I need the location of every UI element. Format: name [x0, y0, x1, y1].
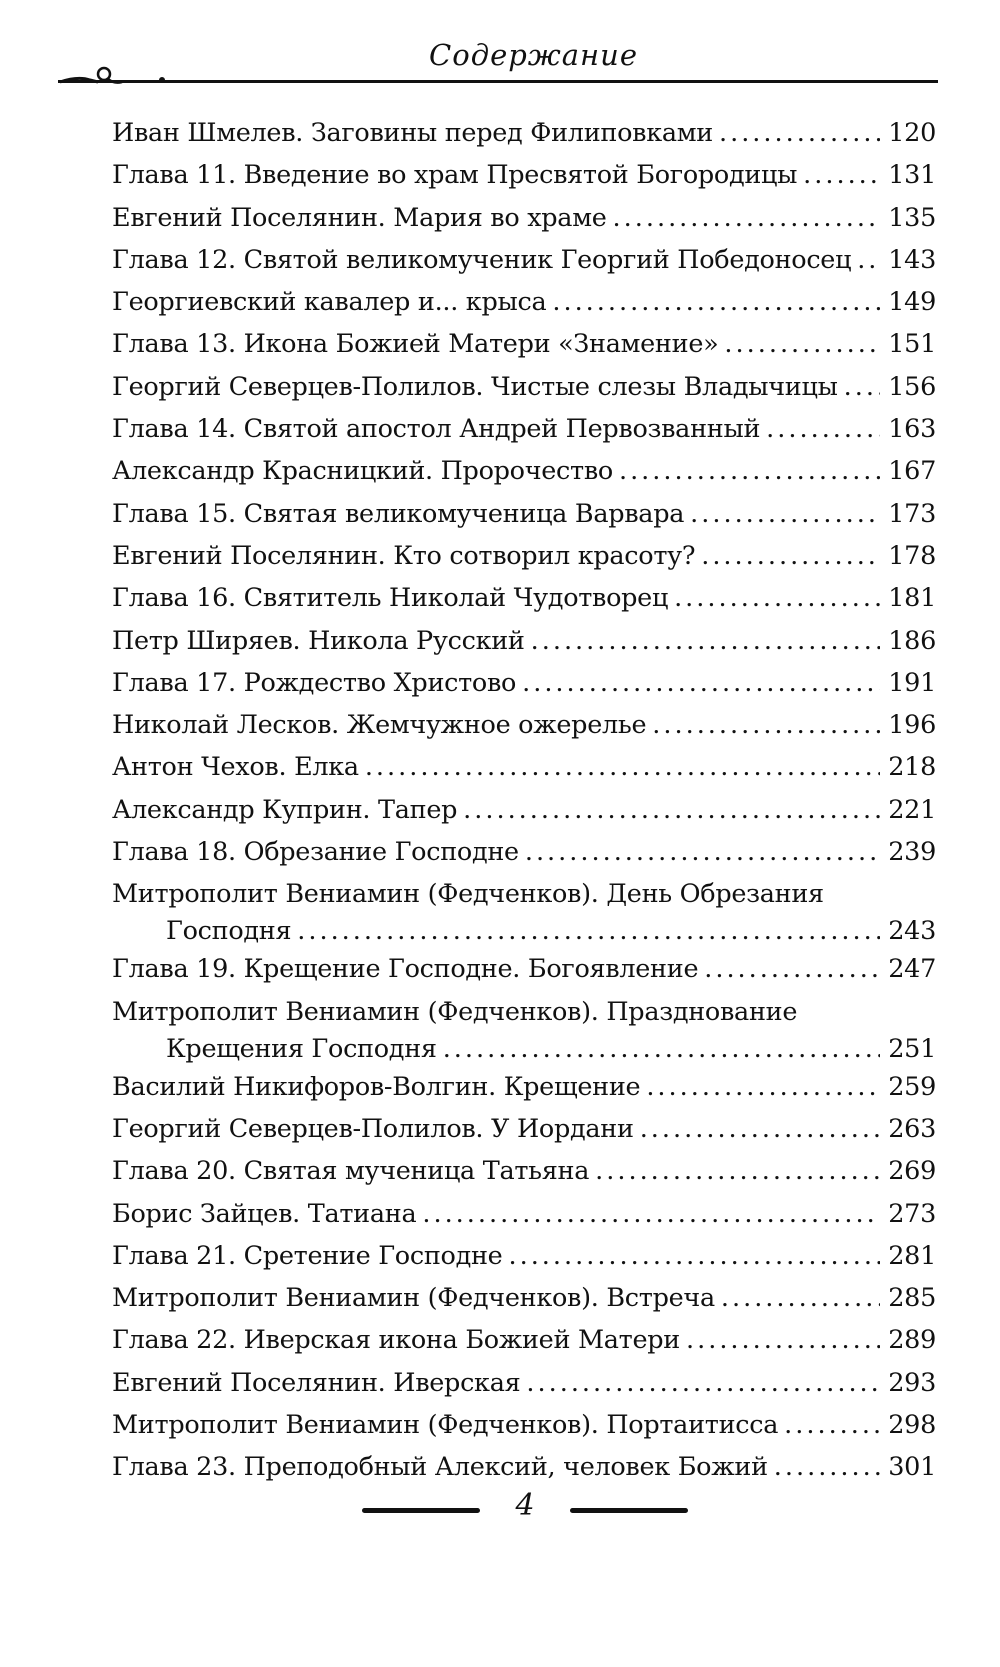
toc-entry-line [112, 583, 936, 617]
toc-entry [112, 837, 936, 879]
toc-entry-page-number: 149 [888, 287, 936, 318]
toc-entry-title: Евгений Поселянин. Кто сотворил красоту? [112, 540, 696, 571]
toc-entry-title: Глава 13. Икона Божией Матери «Знамение» [112, 329, 719, 360]
toc-entry-line [112, 456, 936, 490]
toc-entry-title: Николай Лесков. Жемчужное ожерелье [112, 710, 647, 741]
dot-leader [766, 414, 880, 444]
toc-entry [112, 160, 936, 202]
page-number: 4 [515, 1488, 535, 1523]
dot-leader [522, 668, 880, 698]
dot-leader [652, 710, 880, 740]
dot-leader [525, 837, 880, 867]
toc-entry [112, 414, 936, 456]
toc-entry-line [112, 954, 936, 988]
toc-entry [112, 541, 936, 583]
toc-entry-title: Евгений Поселянин. Мария во храме [112, 202, 607, 233]
toc-entry-line [112, 1410, 936, 1444]
toc-entry [112, 1368, 936, 1410]
dot-leader [704, 954, 880, 984]
toc-entry-title: Глава 17. Рождество Христово [112, 667, 517, 698]
dot-leader [640, 1114, 881, 1144]
toc-entry-line [112, 203, 936, 237]
toc-entry [112, 203, 936, 245]
toc-entry [112, 626, 936, 668]
toc-entry-page-number: 163 [888, 414, 936, 445]
toc-entry-title: Георгий Северцев-Полилов. Чистые слезы Владычицы [112, 371, 838, 402]
toc-entry-line [112, 414, 936, 448]
toc-entry [112, 668, 936, 710]
toc-entry-page-number: 289 [888, 1325, 936, 1356]
toc-entry-title: Глава 20. Святая мученица Татьяна [112, 1156, 590, 1187]
dot-leader [531, 626, 881, 656]
toc-entry [112, 1199, 936, 1241]
dot-leader [508, 1241, 880, 1271]
toc-entry-line [112, 245, 936, 279]
toc-entry-line [112, 1241, 936, 1275]
toc-entry-line [112, 837, 936, 871]
dot-leader [646, 1072, 880, 1102]
page-header [58, 28, 938, 88]
toc-entry-line [112, 1325, 936, 1359]
toc-entry-title: Глава 18. Обрезание Господне [112, 837, 519, 868]
toc-entry-line [166, 1034, 936, 1068]
toc-entry-line [112, 752, 936, 786]
toc-entry-line [112, 118, 936, 152]
toc-entry-title: Глава 22. Иверская икона Божией Матери [112, 1325, 680, 1356]
dot-leader [619, 456, 880, 486]
dot-leader [690, 499, 880, 529]
header-rule [58, 80, 938, 83]
toc-entry-page-number: 178 [888, 540, 936, 571]
toc-entry [112, 118, 936, 160]
dot-leader [526, 1368, 880, 1398]
toc-entry [112, 1283, 936, 1325]
toc-entry [112, 997, 936, 1072]
toc-entry-page-number: 196 [888, 710, 936, 741]
toc-entry-title: Глава 14. Святой апостол Андрей Первозванный [112, 414, 761, 445]
toc-entry-line [112, 795, 936, 829]
toc-entry [112, 1410, 936, 1452]
toc-entry [112, 752, 936, 794]
toc-entry-line [112, 372, 936, 406]
dot-leader [844, 372, 881, 402]
toc-entry-line [112, 1072, 936, 1106]
dot-leader [552, 287, 880, 317]
toc-entry [112, 329, 936, 371]
toc-entry-page-number: 120 [888, 118, 936, 148]
toc-entry-page-number: 186 [888, 625, 936, 656]
toc-entry-title: Глава 15. Святая великомученица Варвара [112, 498, 685, 529]
dot-leader [724, 329, 880, 359]
toc-entry-title: Глава 16. Святитель Николай Чудотворец [112, 583, 669, 614]
toc-entry-title: Митрополит Вениамин (Федченков). Портаитисса [112, 1410, 779, 1441]
footer-rule-left [362, 1508, 480, 1513]
toc-entry [112, 879, 936, 954]
toc-entry-title: Глава 12. Святой великомученик Георгий Победоносец [112, 244, 852, 275]
toc-entry [112, 1072, 936, 1114]
toc-entry-page-number: 167 [888, 456, 936, 487]
toc-entry [112, 245, 936, 287]
table-of-contents [112, 118, 936, 1495]
dot-leader [365, 752, 880, 782]
toc-entry-title: Евгений Поселянин. Иверская [112, 1367, 521, 1398]
toc-entry [112, 1114, 936, 1156]
dot-leader [701, 541, 880, 571]
toc-entry-page-number: 191 [888, 667, 936, 698]
dot-leader [297, 916, 880, 946]
toc-entry-line [112, 710, 936, 744]
page-title: Содержание [429, 38, 638, 72]
dot-leader [857, 245, 880, 275]
dot-leader [686, 1325, 880, 1355]
toc-entry-title: Александр Куприн. Тапер [112, 794, 458, 825]
toc-entry [112, 1325, 936, 1367]
dot-leader [613, 203, 881, 233]
toc-entry [112, 372, 936, 414]
dot-leader [595, 1156, 880, 1186]
toc-entry-line [112, 1368, 936, 1402]
toc-entry-page-number: 259 [888, 1071, 936, 1102]
toc-entry-page-number: 239 [888, 837, 936, 868]
dot-leader [674, 583, 880, 613]
toc-entry-title: Георгиевский кавалер и... крыса [112, 287, 547, 318]
toc-entry [112, 583, 936, 625]
toc-entry-page-number: 243 [888, 916, 936, 947]
toc-entry-title: Митрополит Вениамин (Федченков). Встреча [112, 1283, 715, 1314]
toc-entry-page-number: 156 [888, 371, 936, 402]
toc-entry-line [112, 997, 936, 1031]
toc-entry-line [112, 287, 936, 321]
dot-leader [721, 1283, 880, 1313]
toc-entry-line [112, 1199, 936, 1233]
toc-entry-title-continued: Крещения Господня [166, 1033, 437, 1064]
toc-entry-page-number: 263 [888, 1113, 936, 1144]
toc-entry-title: Глава 19. Крещение Господне. Богоявление [112, 954, 699, 985]
dot-leader [784, 1410, 880, 1440]
toc-entry-title: Глава 23. Преподобный Алексий, человек Божий [112, 1452, 768, 1483]
toc-entry [112, 1241, 936, 1283]
toc-entry-line [112, 541, 936, 575]
toc-entry-line [112, 626, 936, 660]
footer-rule-right [570, 1508, 688, 1513]
toc-entry-page-number: 221 [888, 794, 936, 825]
toc-entry-page-number: 293 [888, 1367, 936, 1398]
toc-entry-title: Глава 21. Сретение Господне [112, 1240, 503, 1271]
toc-entry-title: Митрополит Вениамин (Федченков). День Обрезания [112, 879, 824, 910]
toc-entry-page-number: 298 [888, 1410, 936, 1441]
toc-entry-line [112, 879, 936, 913]
toc-entry-title: Георгий Северцев-Полилов. У Иордани [112, 1113, 634, 1144]
toc-entry-title: Петр Ширяев. Никола Русский [112, 625, 525, 656]
toc-entry [112, 287, 936, 329]
toc-entry-line [112, 160, 936, 194]
toc-entry [112, 1156, 936, 1198]
toc-entry-line [112, 1156, 936, 1190]
dot-leader [422, 1199, 880, 1229]
toc-entry-page-number: 131 [888, 160, 936, 191]
toc-entry-page-number: 181 [888, 583, 936, 614]
dot-leader [463, 795, 880, 825]
toc-entry-line [112, 668, 936, 702]
toc-entry-line [112, 499, 936, 533]
toc-entry-line [112, 1452, 936, 1486]
toc-entry [112, 499, 936, 541]
toc-entry-title: Василий Никифоров-Волгин. Крещение [112, 1071, 641, 1102]
toc-entry-title: Борис Зайцев. Татиана [112, 1198, 417, 1229]
toc-entry-page-number: 285 [888, 1283, 936, 1314]
toc-entry-page-number: 218 [888, 752, 936, 783]
toc-entry-title: Антон Чехов. Елка [112, 752, 359, 783]
toc-entry-page-number: 281 [888, 1240, 936, 1271]
toc-entry-page-number: 269 [888, 1156, 936, 1187]
toc-entry-page-number: 251 [888, 1033, 936, 1064]
toc-entry [112, 795, 936, 837]
toc-entry-title: Митрополит Вениамин (Федченков). Празднование [112, 996, 798, 1027]
dot-leader [803, 160, 880, 190]
toc-entry-page-number: 135 [888, 202, 936, 233]
toc-entry-line [112, 329, 936, 363]
toc-entry-title: Иван Шмелев. Заговины перед Филиповками [112, 118, 713, 148]
dot-leader [774, 1452, 880, 1482]
toc-entry [112, 954, 936, 996]
page-footer [0, 1488, 1000, 1528]
toc-entry-title: Александр Красницкий. Пророчество [112, 456, 613, 487]
toc-entry-line [166, 916, 936, 950]
dot-leader [719, 118, 880, 148]
toc-entry-page-number: 247 [888, 954, 936, 985]
toc-entry-line [112, 1114, 936, 1148]
toc-entry-page-number: 143 [888, 244, 936, 275]
toc-entry-title: Глава 11. Введение во храм Пресвятой Богородицы [112, 160, 798, 191]
toc-entry-line [112, 1283, 936, 1317]
toc-entry-page-number: 273 [888, 1198, 936, 1229]
dot-leader [443, 1034, 881, 1064]
toc-entry [112, 710, 936, 752]
toc-entry-title-continued: Господня [166, 916, 292, 947]
toc-entry-page-number: 173 [888, 498, 936, 529]
toc-entry [112, 456, 936, 498]
toc-entry-page-number: 151 [888, 329, 936, 360]
toc-entry-page-number: 301 [888, 1452, 936, 1483]
